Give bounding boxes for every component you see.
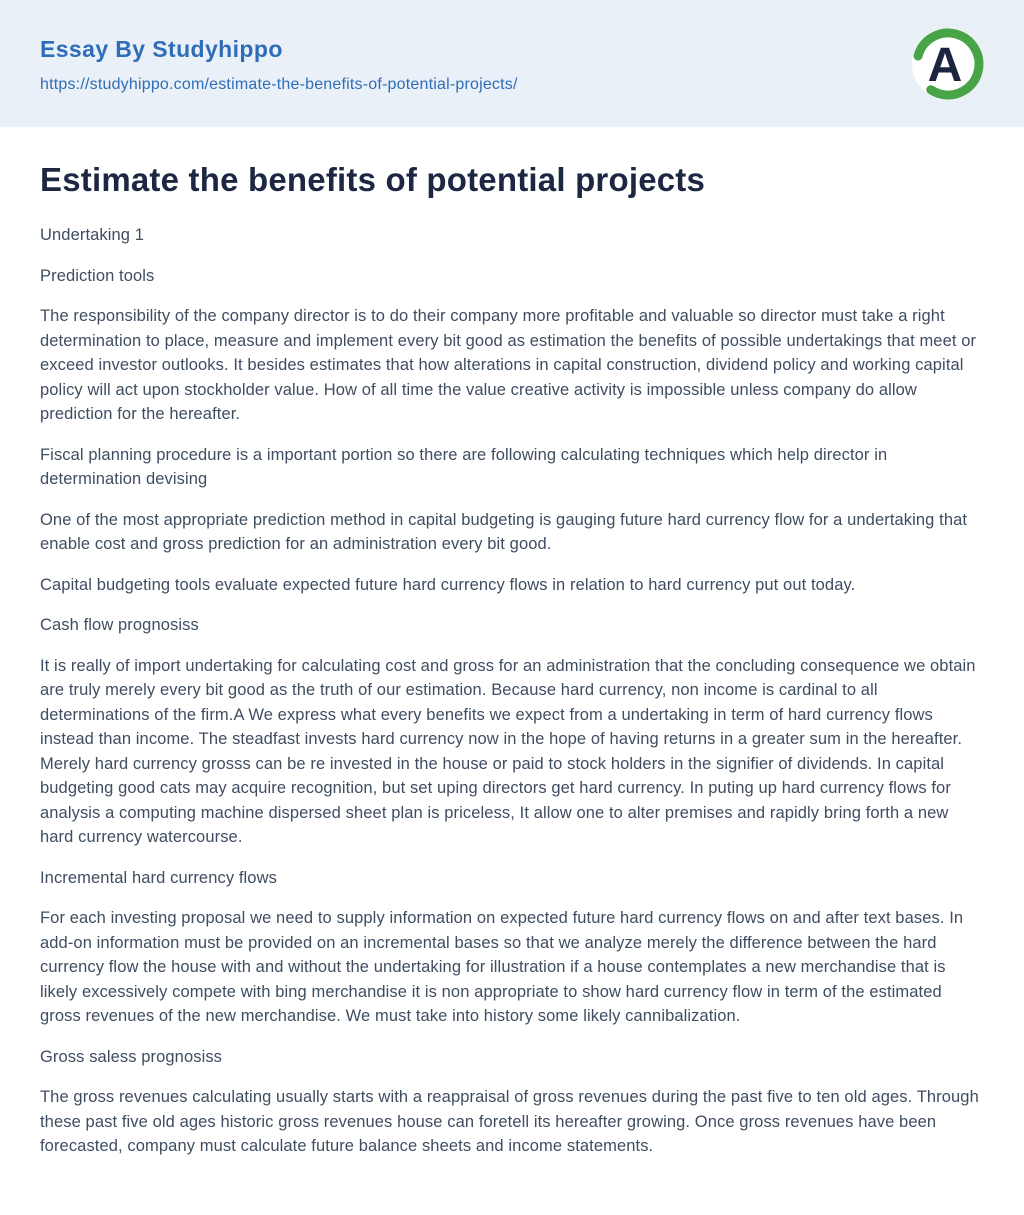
paragraph: One of the most appropriate prediction method in capital budgeting is gauging future hard currency flow for a undertaking that enable cost and gross prediction for an administration every bit good.: [40, 510, 968, 553]
header: [0, 0, 1024, 127]
paragraph: Cash flow prognosiss: [40, 616, 199, 634]
paragraph: Prediction tools: [40, 266, 155, 285]
studyhippo-logo-icon: [910, 26, 986, 102]
paragraph: The responsibility of the company director is to do their company more profitable and valuable so director must take a right determination to place, measure and implement every bit good as estimation the benefits of possible undertakings that meet or exceed investor outlooks. It besides estimates that how alterations in capital construction, dividend policy and working capital policy will act upon stockholder value. How of all time the value creative activity is impossible unless company do allow prediction for the hereafter.: [40, 307, 977, 423]
page-title: Estimate the benefits of potential projects: [40, 161, 706, 198]
paragraph: Gross saless prognosiss: [40, 1047, 223, 1066]
paragraph: It is really of import undertaking for calculating cost and gross for an administration that the concluding consequence we obtain are truly merely every bit good as the truth of our estimation. Because hard currency, non income is cardinal to all determinations of the firm.A We express what every benefits we expect from a undertaking in term of hard currency flows instead than income. The steadfast invests hard currency now in the hope of having returns in a greater sum in the hereafter. Merely hard currency grosss can be re invested in the house or paid to stock holders in the signifier of dividends. In capital budgeting good cats may acquire recognition, but set uping directors get hard currency. In puting up hard currency flows for analysis a computing machine dispersed sheet plan is priceless, It allow one to alter premises and rapidly bring forth a new hard currency watercourse.: [40, 656, 976, 846]
source-url-link[interactable]: https://studyhippo.com/estimate-the-benefits-of-potential-projects/: [40, 75, 518, 93]
article: [0, 127, 1024, 1215]
paragraph: Fiscal planning procedure is a important portion so there are following calculating techniques which help director in determination devising: [40, 445, 888, 488]
paragraph: Capital budgeting tools evaluate expected future hard currency flows in relation to hard currency put out today.: [40, 575, 856, 594]
header-text: [40, 34, 518, 94]
paragraph: Incremental hard currency flows: [40, 868, 277, 887]
site-title: Essay By Studyhippo: [40, 35, 283, 62]
logo-letter: A: [927, 38, 963, 92]
paragraph: For each investing proposal we need to supply information on expected future hard currency flows on and after text bases. In add-on information must be provided on an incremental bases so that we analyze merely the difference between the hard currency flow the house with and without the undertaking for illustration if a house contemplates a new merchandise that is likely excessively compete with bing merchandise it is non appropriate to show hard currency flow in term of the estimated gross revenues of the new merchandise. We must take into history some likely cannibalization.: [40, 909, 964, 1025]
paragraph: The gross revenues calculating usually starts with a reappraisal of gross revenues during the past five to ten old ages. Through these past five old ages historic gross revenues house can foretell its hereafter growing. Once gross revenues have been forecasted, company must calculate future balance sheets and income statements.: [40, 1088, 979, 1155]
paragraph: Undertaking 1: [40, 226, 145, 244]
article-body: [40, 223, 984, 1159]
